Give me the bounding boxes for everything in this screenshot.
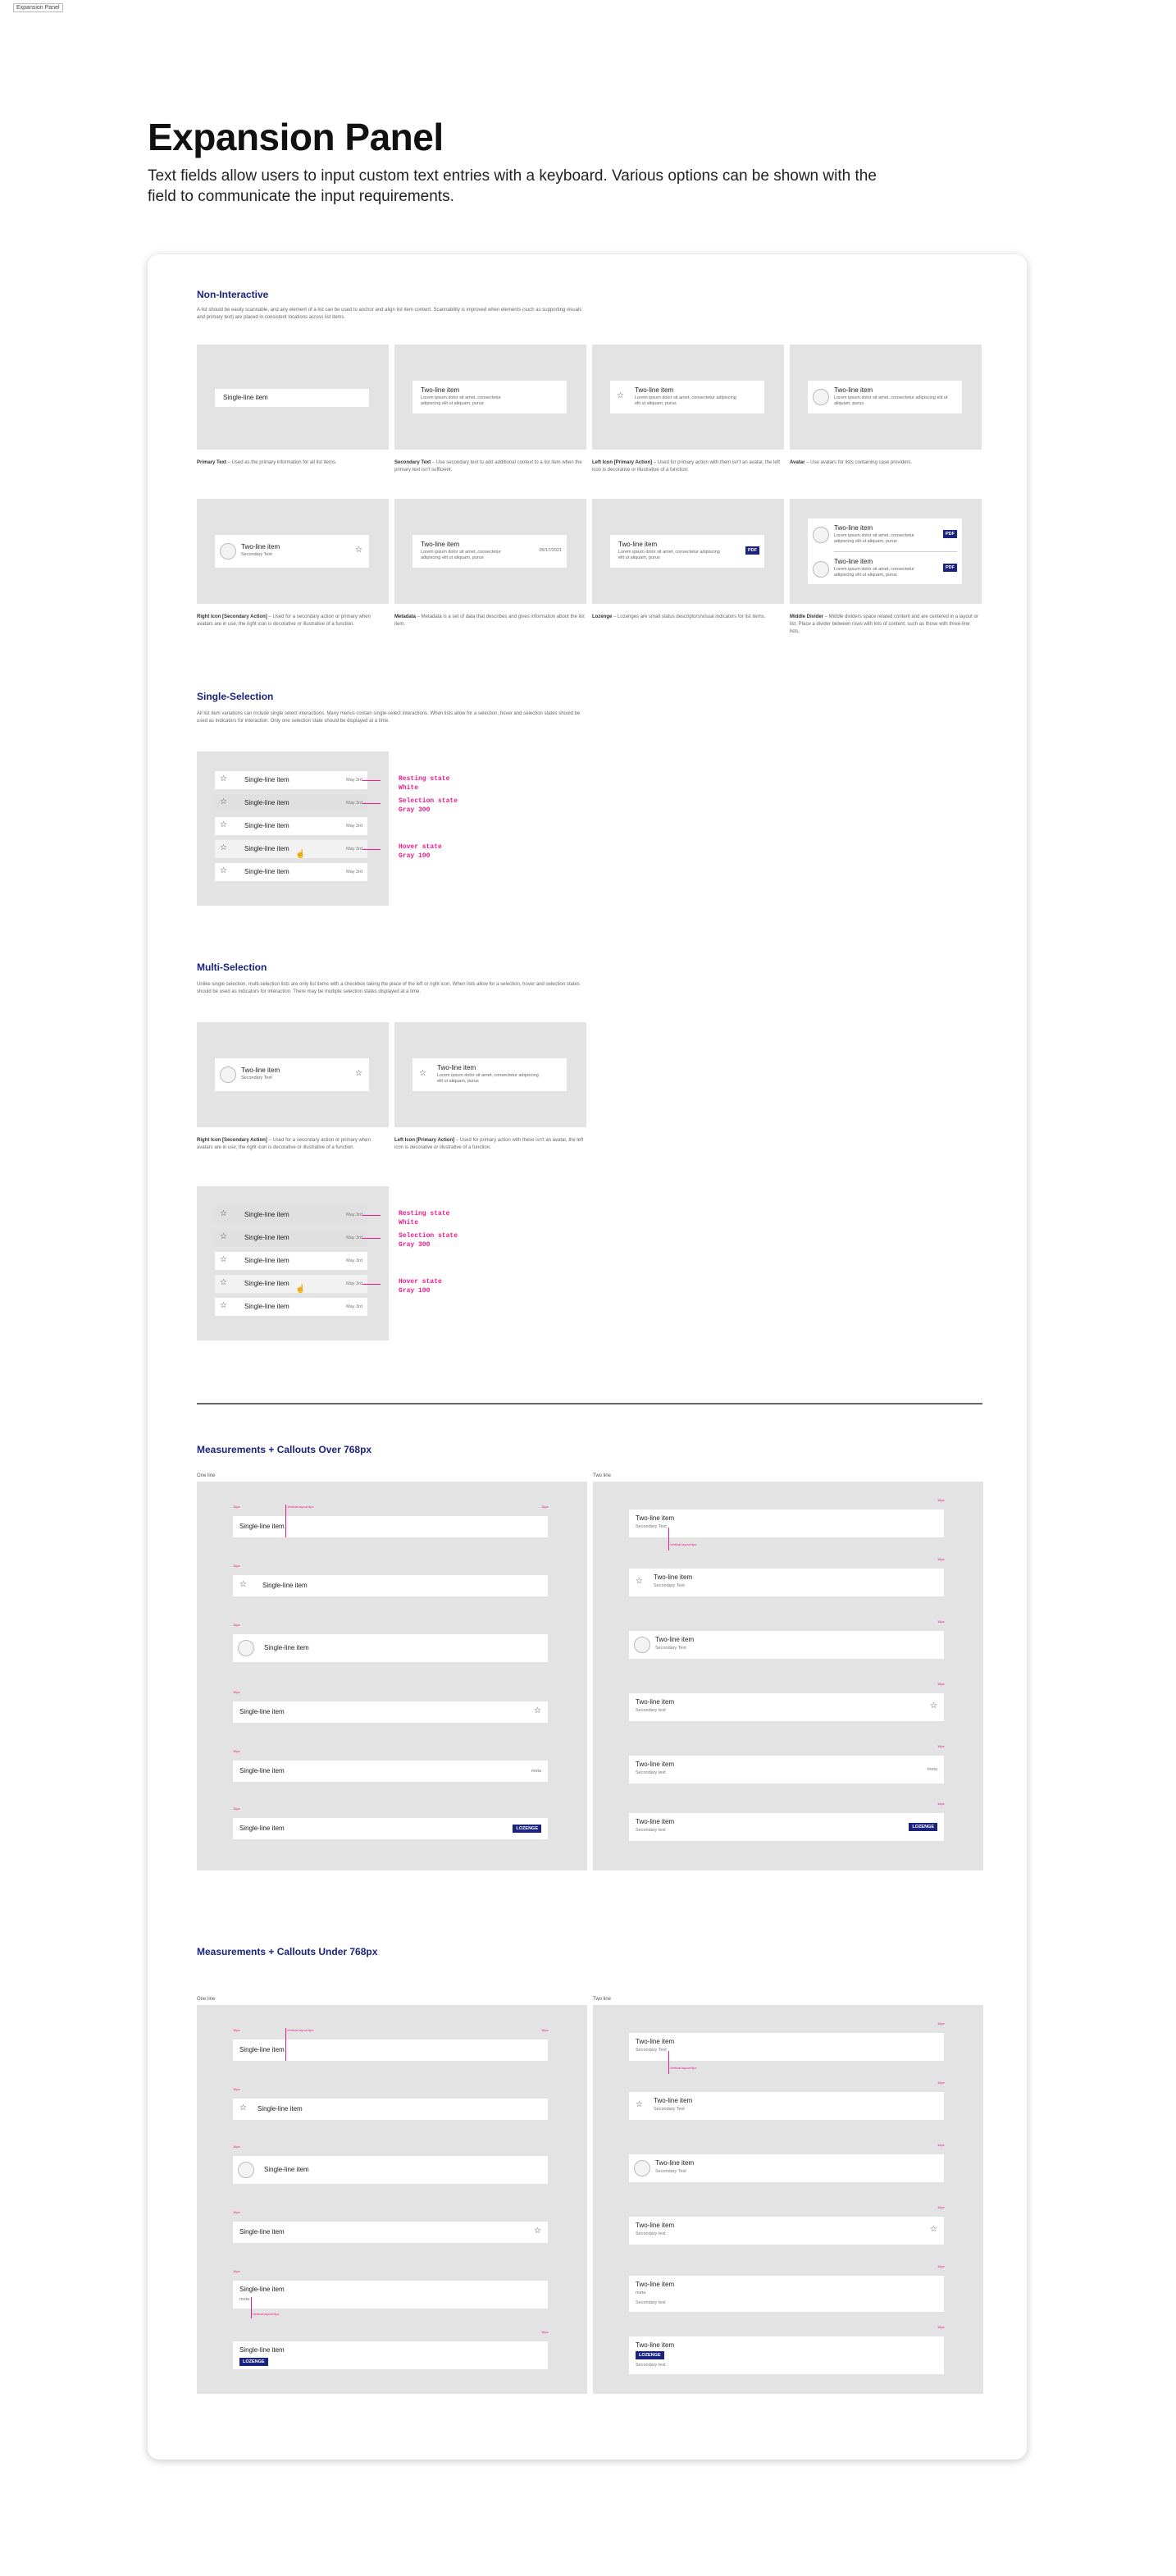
- spacing-label: 16px: [233, 2210, 240, 2214]
- list-item: Single-line item: [233, 2039, 548, 2061]
- spacing-label: 16px: [541, 2028, 549, 2032]
- single-selection-list: [197, 751, 389, 906]
- spacing-label: 16px: [233, 1564, 240, 1568]
- item-secondary: Lorem ipsum dolor sit amet, consectetur adipiscing elit ut aliquam, purus: [635, 395, 736, 406]
- annotation-line: [362, 803, 381, 804]
- spacing-label: 16px: [937, 2264, 945, 2268]
- middle-divider: [834, 551, 957, 552]
- caption-avatar: Avatar – Use avatars for lists containing case providers.: [790, 460, 913, 465]
- measure-under-col-two: Two line: [593, 1997, 612, 2002]
- spacing-label: 16px: [937, 1619, 945, 1624]
- caption-primary-text: Primary Text – Used as the primary information for all list items.: [197, 460, 337, 465]
- spacing-label: 16px: [937, 2325, 945, 2329]
- item-label: Two-line item: [618, 541, 658, 548]
- list-item[interactable]: ☆ Single-line item May 3rd: [215, 817, 367, 835]
- avatar: [813, 389, 829, 405]
- star-icon: ☆: [239, 1580, 247, 1589]
- caption-metadata: Metadata – Metadata is a set of data that describes and gives information about the list item.: [394, 614, 585, 627]
- multi-selection-desc: Unlike single selection, multi-selection lists are only list items with a checkbox taking the place of the left or right icon. When lists allow for a selection, hover and selection states should be used as indicators for interaction. There may be multiple selection states displayed at a time.: [197, 982, 580, 994]
- annotation-line: [362, 780, 381, 781]
- annotation-line: [362, 1238, 381, 1239]
- measure-over-one-line: [197, 1482, 587, 1870]
- example-lozenge: [592, 499, 784, 604]
- item-label: Two-line item: [635, 386, 674, 394]
- star-icon[interactable]: ☆: [355, 1069, 362, 1078]
- spacing-label: 16px: [233, 2144, 240, 2149]
- spacing-label: 16px: [233, 2028, 240, 2032]
- item-secondary: Lorem ipsum dolor sit amet, consectetur adipiscing elit ut aliquam, purus: [834, 395, 948, 406]
- spacing-label: 16px: [541, 2330, 549, 2334]
- example-middle-divider: [790, 499, 982, 604]
- spacing-label: 16px: [937, 2080, 945, 2085]
- measure-under-two-line: [593, 2005, 983, 2394]
- annotation-resting: Resting state White: [399, 775, 450, 792]
- annotation-line: [362, 1215, 381, 1216]
- lozenge: LOZENGE: [909, 1823, 937, 1831]
- avatar: [813, 527, 829, 543]
- item-secondary: Lorem ipsum dolor sit amet, consectetur adipiscing elit ut aliquam, purus: [618, 550, 720, 560]
- item-label: Two-line item: [241, 543, 280, 550]
- list-item[interactable]: ☆ Single-line item May 3rd: [215, 1298, 367, 1316]
- list-item[interactable]: ☆ Single-line item May 3rd: [215, 771, 367, 789]
- measure-over-col-two: Two line: [593, 1473, 612, 1478]
- example-avatar: [790, 345, 982, 450]
- list-item-hover[interactable]: ☆ Single-line item May 3rd ☝: [215, 840, 367, 858]
- measure-over-two-line: [593, 1482, 983, 1870]
- annotation-resting: Resting state White: [399, 1210, 450, 1226]
- spacing-label: 16px: [937, 1498, 945, 1502]
- spacing-label: 16px: [937, 2143, 945, 2147]
- item-label: Two-line item: [834, 386, 873, 394]
- list-item: Two-line item LOZENGE Secondary text: [629, 2336, 944, 2374]
- lozenge: PDF: [943, 530, 957, 538]
- caption-left-icon: Left Icon [Primary Action] – Used for primary action with them isn't an avatar, the left icon is decorative or illustrative of a function.: [592, 460, 781, 473]
- list-item: Single-line item LOZENGE: [233, 1818, 548, 1839]
- list-item[interactable]: ☆ Single-line item May 3rd: [215, 1252, 367, 1270]
- item-label: Two-line item: [834, 524, 873, 532]
- spacing-label: 16px: [937, 1557, 945, 1561]
- list-item: Single-line item ☆: [233, 1701, 548, 1723]
- single-selection-title: Single-Selection: [197, 691, 274, 702]
- spacing-label: 16px: [937, 1744, 945, 1748]
- list-item: ☆ Two-line item Secondary Text: [629, 2092, 944, 2120]
- spec-card: [148, 254, 1027, 2460]
- non-interactive-title: Non-Interactive: [197, 289, 269, 300]
- spacing-label: 16px: [541, 1505, 549, 1509]
- list-item: Two-line item Secondary text meta: [629, 1756, 944, 1784]
- list-item: Two-line item Secondary text ☆: [629, 2217, 944, 2245]
- annotation-selection: Selection state Gray 300: [399, 797, 458, 814]
- callout-note: Vertical layout 8px: [670, 1542, 697, 1546]
- item-label: Two-line item: [437, 1064, 476, 1071]
- list-item[interactable]: ☆ Single-line item May 3rd: [215, 863, 367, 881]
- multi-example-left-icon: [394, 1022, 586, 1127]
- item-label: Two-line item: [241, 1066, 280, 1074]
- list-item: Single-line item: [233, 1634, 548, 1662]
- star-icon: ☆: [534, 1706, 541, 1715]
- example-secondary-text: [394, 345, 586, 450]
- caption-middle-divider: Middle Divider – Middle dividers space related content and are centered in a layout or list. Place a divider between rows with lots of content, such as those with three-line lists.: [790, 614, 978, 634]
- star-icon: ☆: [220, 1278, 227, 1287]
- avatar: [238, 2162, 254, 2178]
- lozenge: LOZENGE: [636, 2351, 664, 2359]
- spacing-label: 16px: [937, 1802, 945, 1806]
- multi-example-right-icon: [197, 1022, 389, 1127]
- caption-multi-right-icon: Right Icon [Secondary Action] – Used for a secondary action or primary when avatars are in use, the right icon is decorative or illustrative of a function.: [197, 1138, 371, 1150]
- cursor-icon: ☝: [295, 1285, 306, 1294]
- non-interactive-desc: A list should be easily scannable, and any element of a list can be used to anchor and align list item content. Scannability is improved when elements (such as supporting visuals and primary text) are placed in consistent locations across list items.: [197, 308, 582, 320]
- list-item: Two-line item Secondary Text: [629, 2033, 944, 2061]
- avatar: [813, 561, 829, 578]
- annotation-hover: Hover state Gray 100: [399, 1278, 442, 1295]
- callout-note: Vertical layout 8px: [287, 2028, 314, 2032]
- list-item-selected[interactable]: ☆ Single-line item May 3rd: [215, 1206, 367, 1224]
- star-icon: ☆: [220, 1255, 227, 1264]
- star-icon: ☆: [636, 1577, 643, 1586]
- item-secondary: Lorem ipsum dolor sit amet, consectetur adipiscing elit ut aliquam, purus: [834, 533, 914, 544]
- example-metadata: [394, 499, 586, 604]
- list-item: Two-line item Secondary Text: [629, 1510, 944, 1537]
- page-title: Expansion Panel: [148, 116, 444, 158]
- multi-selection-title: Multi-Selection: [197, 961, 267, 973]
- measure-under-col-one: One line: [197, 1997, 216, 2002]
- item-label: Single-line item: [223, 394, 268, 401]
- list-item: Single-line item LOZENGE: [233, 2341, 548, 2369]
- item-label: Two-line item: [421, 541, 460, 548]
- caption-lozenge: Lozenge – Lozenges are small status descriptors/visual indicators for list items.: [592, 614, 766, 619]
- spacing-label: 16px: [937, 2021, 945, 2026]
- item-secondary: Lorem ipsum dolor sit amet, consectetur adipiscing elit ut aliquam, purus: [421, 550, 501, 560]
- star-icon: ☆: [930, 1701, 937, 1710]
- item-secondary: Lorem ipsum dolor sit amet, consectetur adipiscing elit ut aliquam, purus: [421, 395, 501, 406]
- star-icon: ☆: [220, 1232, 227, 1241]
- list-item-selected[interactable]: ☆ Single-line item May 3rd: [215, 1229, 367, 1247]
- measure-over-col-one: One line: [197, 1473, 216, 1478]
- list-item: ☆ Single-line item: [233, 1575, 548, 1596]
- star-icon: ☆: [617, 391, 624, 400]
- callout-line: [668, 1528, 669, 1551]
- spacing-label: 16px: [937, 2205, 945, 2209]
- spacing-label: 16px: [233, 1690, 240, 1694]
- item-label: Two-line item: [834, 558, 873, 565]
- list-item: Two-line item Secondary text LOZENGE: [629, 1813, 944, 1841]
- callout-line: [668, 2051, 669, 2074]
- measure-under-title: Measurements + Callouts Under 768px: [197, 1946, 378, 1957]
- star-icon: ☆: [636, 2100, 643, 2109]
- list-item-hover[interactable]: ☆ Single-line item May 3rd ☝: [215, 1275, 367, 1293]
- frame-tag: Expansion Panel: [13, 3, 63, 12]
- callout-line: [285, 1505, 286, 1537]
- caption-multi-left-icon: Left Icon [Primary Action] – Used for primary action with these isn't an avatar, the left icon is decorative or illustrative of a function.: [394, 1138, 584, 1150]
- item-secondary: Lorem ipsum dolor sit amet, consectetur adipiscing elit ut aliquam, purus: [437, 1073, 539, 1084]
- list-item: Single-line item: [233, 2156, 548, 2184]
- avatar: [220, 543, 236, 560]
- list-item: ☆ Two-line item Secondary Text: [629, 1569, 944, 1596]
- item-meta: 05/17/2021: [539, 548, 562, 553]
- annotation-line: [362, 1284, 381, 1285]
- star-icon[interactable]: ☆: [419, 1069, 426, 1078]
- avatar: [238, 1640, 254, 1656]
- section-divider: [197, 1403, 982, 1404]
- lozenge: LOZENGE: [239, 2358, 268, 2366]
- spacing-label: 16px: [233, 1749, 240, 1753]
- caption-right-icon: Right Icon [Secondary Action] – Used for a secondary action or primary when avatars are in use, the right icon is decorative or illustrative of a function.: [197, 614, 371, 627]
- star-icon: ☆: [220, 1301, 227, 1310]
- star-icon: ☆: [220, 820, 227, 829]
- callout-line: [251, 2297, 252, 2318]
- callout-note: Vertical layout 8px: [287, 1505, 314, 1509]
- star-icon: ☆: [220, 843, 227, 852]
- item-secondary: Secondary Text: [241, 552, 272, 557]
- cursor-icon: ☝: [295, 850, 306, 859]
- avatar: [634, 2160, 650, 2176]
- star-icon: ☆: [930, 2225, 937, 2234]
- list-item: Two-line item Secondary Text: [629, 1631, 944, 1659]
- star-icon: ☆: [220, 774, 227, 783]
- example-left-icon: [592, 345, 784, 450]
- lozenge: PDF: [745, 546, 759, 555]
- spacing-label: 16px: [233, 1806, 240, 1811]
- list-item: Single-line item meta: [233, 1761, 548, 1782]
- list-item: Single-line item meta: [233, 2281, 548, 2309]
- star-icon: ☆: [220, 866, 227, 875]
- annotation-line: [362, 849, 381, 850]
- avatar: [220, 1066, 236, 1083]
- callout-note: Vertical layout 8px: [670, 2066, 697, 2070]
- callout-line: [285, 2028, 286, 2061]
- annotation-hover: Hover state Gray 100: [399, 843, 442, 860]
- item-secondary: Lorem ipsum dolor sit amet, consectetur adipiscing elit ut aliquam, purus: [834, 567, 914, 578]
- example-primary-text: [197, 345, 389, 450]
- list-item: Single-line item ☆: [233, 2222, 548, 2243]
- multi-selection-list: [197, 1186, 389, 1341]
- lozenge: LOZENGE: [513, 1825, 541, 1833]
- star-icon: ☆: [239, 2103, 247, 2112]
- item-label: Two-line item: [421, 386, 460, 394]
- list-item: Two-line item Secondary Text: [629, 2154, 944, 2182]
- star-icon: ☆: [534, 2227, 541, 2236]
- spacing-label: 16px: [233, 1623, 240, 1627]
- callout-note: Vertical layout 8px: [253, 2312, 280, 2316]
- lozenge: PDF: [943, 564, 957, 572]
- list-item: Two-line item Secondary text ☆: [629, 1693, 944, 1721]
- item-secondary: Secondary Text: [241, 1076, 272, 1080]
- annotation-selection: Selection state Gray 300: [399, 1232, 458, 1249]
- spacing-label: 16px: [233, 2269, 240, 2273]
- measure-over-title: Measurements + Callouts Over 768px: [197, 1444, 372, 1455]
- spacing-label: 16px: [233, 2087, 240, 2091]
- star-icon[interactable]: ☆: [355, 546, 362, 555]
- caption-secondary-text: Secondary Text – Use secondary text to add additional context to a list item when the primary text isn't sufficient.: [394, 460, 582, 473]
- measure-under-one-line: [197, 2005, 587, 2394]
- example-right-icon: [197, 499, 389, 604]
- page-subtitle: Text fields allow users to input custom text entries with a keyboard. Various options can be shown with the field to communicate the input requirements.: [148, 167, 877, 205]
- avatar: [634, 1637, 650, 1653]
- single-selection-desc: All list item variations can include single select interactions. Many menus contain single-select interactions. When lists allow for a selection, hover and selection states should be used as indicators for interaction. Only one selection state should be displayed at a time.: [197, 711, 581, 724]
- star-icon: ☆: [220, 1209, 227, 1218]
- list-item-selected[interactable]: ☆ Single-line item May 3rd: [215, 794, 367, 812]
- list-item: Two-line item meta Secondary text: [629, 2276, 944, 2312]
- list-item: Single-line item: [233, 1516, 548, 1537]
- list-item: ☆ Single-line item: [233, 2099, 548, 2120]
- spacing-label: 16px: [937, 1682, 945, 1686]
- star-icon: ☆: [220, 797, 227, 806]
- spacing-label: 16px: [233, 1505, 240, 1509]
